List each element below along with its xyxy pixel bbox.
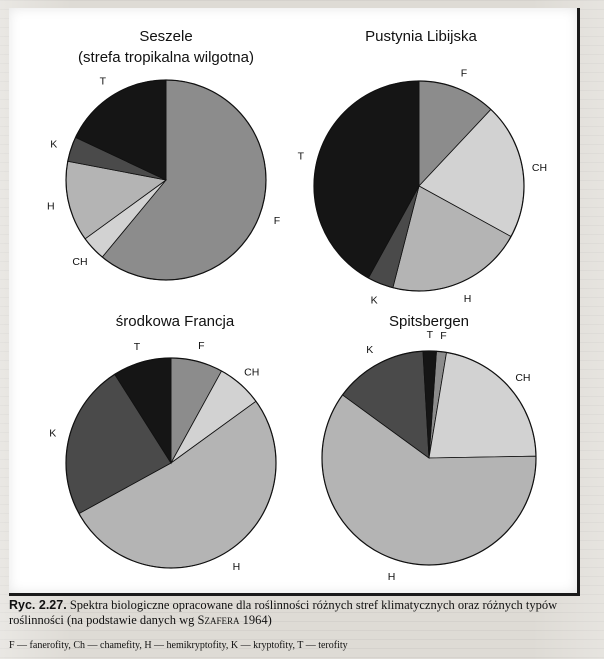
pie-chart-pustynia-libijska: [298, 28, 547, 306]
slice-label-t-srodkowa-francja: T: [133, 340, 141, 353]
slice-label-ch-pustynia-libijska: CH: [531, 161, 548, 174]
slice-label-f-srodkowa-francja: F: [198, 339, 205, 352]
slice-label-ch-srodkowa-francja: CH: [244, 366, 260, 379]
slice-label-t-seszele: T: [99, 75, 107, 88]
slice-label-k-pustynia-libijska: K: [370, 294, 378, 307]
pie-chart-spitsbergen: [322, 313, 536, 583]
slice-label-k-seszele: K: [50, 138, 58, 151]
slice-label-ch-spitsbergen: CH: [515, 372, 531, 384]
slice-label-h-pustynia-libijska: H: [463, 293, 472, 305]
slice-label-f-seszele: F: [273, 215, 281, 227]
figure-caption: [9, 598, 599, 628]
chart-title-spitsbergen: Spitsbergen: [388, 313, 470, 330]
pie-charts-figure: [9, 8, 577, 593]
pie-chart-srodkowa-francja: [49, 313, 276, 573]
pie-slice-ch-spitsbergen: [429, 352, 536, 458]
caption-text-start: Spektra biologiczne opracowane dla roślinności różnych stref klimatycznych oraz różnych typów roślinności (na podstawie danych wg: [9, 598, 558, 627]
slice-label-h-srodkowa-francja: H: [232, 561, 241, 573]
slice-label-t-spitsbergen: T: [426, 329, 434, 341]
chart-title-pustynia-libijska: Pustynia Libijska: [365, 28, 477, 45]
slice-label-t-pustynia-libijska: T: [297, 150, 305, 163]
slice-label-h-seszele: H: [47, 200, 55, 213]
slice-label-h-spitsbergen: H: [387, 571, 396, 584]
chart-title-srodkowa-francja: środkowa Francja: [115, 313, 235, 330]
abbreviation-legend: F — fanerofity, Ch — chamefity, H — hemikryptofity, K — kryptofity, T — terofity: [9, 640, 348, 651]
chart-title-seszele: Seszele: [139, 28, 193, 45]
slice-label-f-pustynia-libijska: F: [460, 67, 468, 80]
caption-text-end: 1964): [239, 613, 272, 627]
pie-chart-seszele: [47, 28, 280, 280]
caption-author: Szafera: [197, 613, 240, 627]
slice-label-ch-seszele: CH: [72, 255, 88, 268]
figure-panel: [9, 8, 580, 596]
slice-label-k-spitsbergen: K: [366, 344, 374, 357]
chart-subtitle-seszele: (strefa tropikalna wilgotna): [78, 49, 254, 66]
caption-label: Ryc. 2.27.: [9, 598, 67, 612]
slice-label-k-srodkowa-francja: K: [49, 427, 57, 440]
slice-label-f-spitsbergen: F: [440, 329, 447, 342]
